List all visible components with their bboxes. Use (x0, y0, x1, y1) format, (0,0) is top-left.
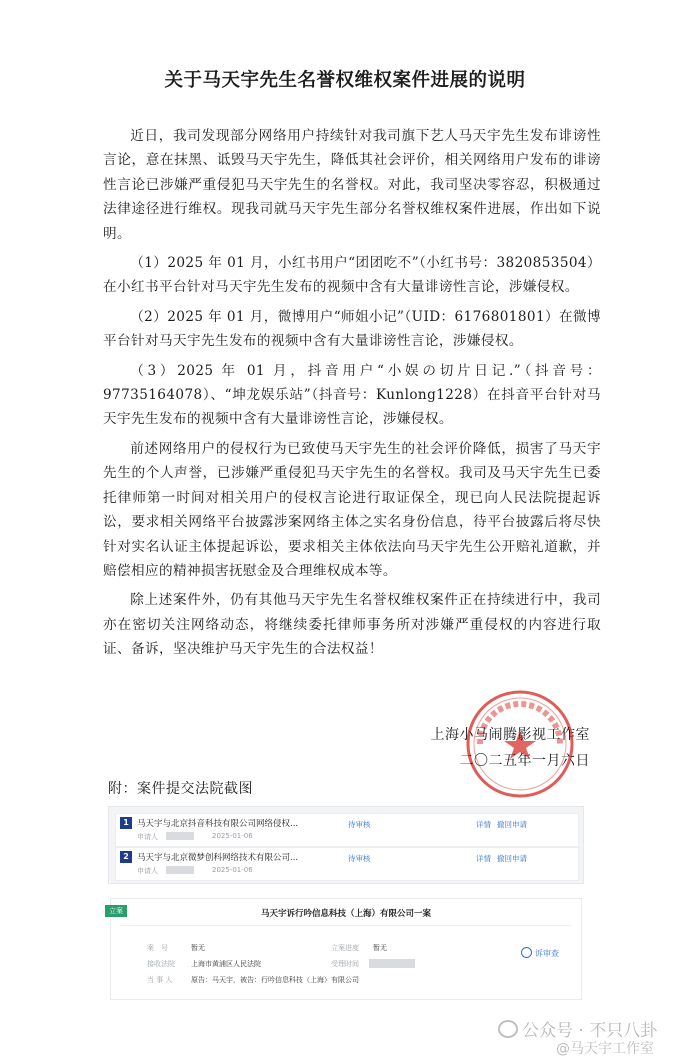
withdraw-link[interactable]: 撤回申请 (497, 854, 527, 863)
case-row (115, 847, 579, 881)
filing-tag: 立案 (105, 905, 127, 917)
case-title[interactable]: 马天宇与北京微梦创科网络技术有限公司... (137, 853, 299, 863)
company-seal-stamp (462, 686, 578, 802)
case-date: 2025-01-06 (212, 866, 253, 874)
review-link[interactable] (521, 947, 559, 959)
case-detail-screenshot (110, 898, 582, 1000)
wechat-icon (498, 1020, 518, 1038)
case-status: 待审核 (348, 820, 371, 829)
case-title[interactable]: 马天宇与北京抖音科技有限公司网络侵权... (137, 819, 299, 829)
court-label: 接收法院 (147, 960, 175, 968)
time-label: 受理时间 (331, 960, 359, 968)
applicant-label: 申请人 (137, 867, 158, 875)
case-detail-title: 马天宇诉行吟信息科技（上海）有限公司一案 (260, 909, 431, 919)
case-status: 待审核 (348, 854, 371, 863)
detail-link[interactable]: 详情 (476, 820, 491, 829)
paragraph-consequence: 前述网络用户的侵权行为已致使马天宇先生的社会评价降低，损害了马天宇先生的个人声誉，已涉嫌严重侵犯马天宇先生的名誉权。我司及马天宇先生已委托律师第一时间对相关用户的侵权言论进行取证保全，现已向人民法院提起诉讼，要求相关网络平台披露涉案网络主体之实名身份信息，待平台披露后将尽快针对实名认证主体提起诉讼，要求相关主体依法向马天宇先生公开赔礼道歉，并赔偿相应的精神损害抚慰金及合理维权成本等。 (103, 440, 601, 579)
case-no-label: 案 号 (147, 944, 168, 952)
case-number-badge: 1 (120, 817, 132, 829)
status-value: 暂无 (373, 944, 387, 952)
weibo-watermark: @马天宇工作室 (556, 1041, 654, 1057)
applicant-label: 申请人 (137, 833, 158, 841)
status-label: 立案进度 (331, 944, 359, 952)
paragraph-case-2: （2）2025 年 01 月，微博用户“师姐小记”（UID：6176801801）在微博平台针对马天宇先生发布的视频中含有大量诽谤性言论，涉嫌侵权。 (103, 308, 601, 350)
document-body (103, 124, 601, 667)
attachment-label: 附：案件提交法院截图 (108, 781, 253, 797)
court-value: 上海市黄浦区人民法院 (191, 960, 261, 968)
party-label: 当 事 人 (147, 976, 173, 984)
case-actions (476, 819, 533, 830)
withdraw-link[interactable]: 撤回申请 (497, 820, 527, 829)
party-value: 原告：马天宇，被告：行吟信息科技（上海）有限公司 (191, 976, 359, 984)
paragraph-case-1: （1）2025 年 01 月，小红书用户“团团吃不”（小红书号：3820853504）在小红书平台针对马天宇先生发布的视频中含有大量诽谤性言论，涉嫌侵权。 (103, 255, 601, 296)
public-account-label: 公众号 · 不只八卦 (522, 1021, 658, 1041)
case-number-badge: 2 (120, 851, 132, 863)
paragraph-closing: 除上述案件外，仍有其他马天宇先生名誉权维权案件正在持续进行中，我司亦在密切关注网络动态，将继续委托律师事务所对涉嫌严重侵权的内容进行取证、备诉，坚决维护马天宇先生的合法权益！ (103, 592, 601, 658)
case-row (115, 813, 579, 847)
divider (121, 925, 571, 926)
detail-link[interactable]: 详情 (476, 854, 491, 863)
case-date: 2025-01-06 (212, 832, 253, 840)
redacted-name (166, 866, 194, 874)
case-no-value: 暂无 (191, 944, 205, 952)
review-link-label[interactable]: 诉审查 (535, 949, 559, 958)
redacted-time (369, 959, 415, 968)
court-case-list-screenshot (108, 806, 584, 884)
clock-icon (521, 947, 532, 958)
signature-date: 二〇二五年一月六日 (459, 753, 590, 769)
redacted-name (166, 832, 194, 840)
signature-organization: 上海小马闹腾影视工作室 (430, 727, 590, 743)
case-actions (476, 853, 533, 864)
paragraph-case-3: （3）2025 年 01 月，抖音用户“小娱の切片日记.”（抖音号：97735164078）、“坤龙娱乐站”（抖音号：Kunlong1228）在抖音平台针对马天宇先生发布的视频中含有大量诽谤性言论，涉嫌侵权。 (103, 362, 601, 428)
paragraph-intro: 近日，我司发现部分网络用户持续针对我司旗下艺人马天宇先生发布诽谤性言论，意在抹黑、诋毁马天宇先生，降低其社会评价，相关网络用户发布的诽谤性言论已涉嫌严重侵犯马天宇先生的名誉权。对此，我司坚决零容忍，积极通过法律途径进行维权。现我司就马天宇先生部分名誉权维权案件进展，作出如下说明。 (103, 128, 601, 242)
document-title: 关于马天宇先生名誉权维权案件进展的说明 (164, 70, 526, 91)
